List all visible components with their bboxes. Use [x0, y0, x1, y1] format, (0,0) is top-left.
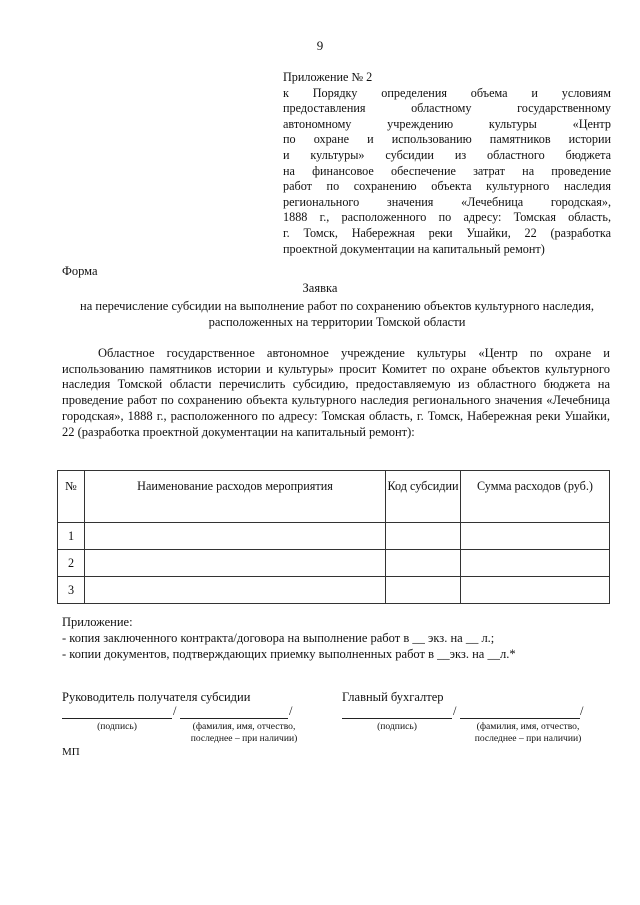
cell-subsidy-code[interactable]	[386, 550, 461, 577]
sign-label: (подпись)	[377, 721, 417, 732]
row-number: 3	[58, 577, 85, 604]
appendix-line: проектной документации на капитальный ремонт)	[283, 241, 545, 256]
slash: /	[453, 704, 457, 718]
appendix-line: на финансовое обеспечение затрат на проведение	[283, 163, 611, 178]
sign-label: (подпись)	[97, 721, 137, 732]
header-number: №	[58, 471, 85, 523]
cell-subsidy-code[interactable]	[386, 577, 461, 604]
appendix-line: предоставления областному государственному	[283, 101, 611, 116]
expenses-table	[57, 470, 610, 604]
attachments-list	[62, 614, 516, 662]
slash: /	[289, 704, 293, 718]
header-subsidy-code: Код субсидии	[386, 471, 461, 523]
table-row	[58, 523, 610, 550]
appendix-line: автономному учреждению культуры «Центр	[283, 116, 611, 131]
cell-expense-name[interactable]	[85, 523, 386, 550]
cell-amount[interactable]	[461, 577, 610, 604]
appendix-line: и культуры» субсидии из областного бюджета	[283, 147, 611, 162]
request-paragraph: Областное государственное автономное учреждение культуры «Центр по охране и использованию памятников истории и культуры» просит Комитет по охране объектов культурного наследия Томской области перечислить субсидию, предоставляемую из областного бюджета на проведение работ по сохранению объекта культурного наследия регионального значения «Лечебница городская», 1888 г., расположенного по адресу: Томская область, г. Томск, Набережная реки Ушайки, 22 (разработка проектной документации на капитальный ремонт):	[62, 346, 610, 439]
form-label: Форма	[62, 264, 98, 278]
appendix-line: работ по сохранению объекта культурного наследия	[283, 179, 611, 194]
accountant-signature-line[interactable]	[342, 718, 452, 719]
cell-expense-name[interactable]	[85, 577, 386, 604]
name-label: (фамилия, имя, отчество, последнее – при наличии)	[474, 721, 582, 744]
stamp-placeholder: МП	[62, 746, 80, 758]
attachment-item: - копии документов, подтверждающих приемку выполненных работ в __экз. на __л.*	[62, 647, 516, 661]
accountant-name-line[interactable]	[460, 718, 580, 719]
slash: /	[173, 704, 177, 718]
head-name-line[interactable]	[180, 718, 288, 719]
appendix-line: Приложение № 2	[283, 70, 373, 84]
appendix-line: регионального значения «Лечебница городская»,	[283, 194, 611, 209]
head-signature-title: Руководитель получателя субсидии	[62, 690, 251, 704]
document-subtitle: на перечисление субсидии на выполнение работ по сохранению объектов культурного наследия, расположенных на территории Томской области	[80, 299, 594, 329]
appendix-header	[283, 70, 611, 257]
page-number: 9	[316, 38, 324, 53]
attachments-title: Приложение:	[62, 615, 133, 629]
header-amount: Сумма расходов (руб.)	[461, 471, 610, 523]
head-signature-line[interactable]	[62, 718, 172, 719]
cell-amount[interactable]	[461, 523, 610, 550]
table-row	[58, 550, 610, 577]
appendix-line: к Порядку определения объема и условиям	[283, 85, 611, 100]
table-row	[58, 577, 610, 604]
cell-amount[interactable]	[461, 550, 610, 577]
table-header-row	[58, 471, 610, 523]
appendix-line: г. Томск, Набережная реки Ушайки, 22 (разработка	[283, 225, 611, 240]
row-number: 1	[58, 523, 85, 550]
appendix-line: 1888 г., расположенного по адресу: Томская область,	[283, 210, 611, 225]
cell-expense-name[interactable]	[85, 550, 386, 577]
appendix-line: по охране и использованию памятников истории	[283, 132, 611, 147]
row-number: 2	[58, 550, 85, 577]
document-title: Заявка	[302, 281, 338, 295]
name-label: (фамилия, имя, отчество, последнее – при наличии)	[190, 721, 298, 744]
attachment-item: - копия заключенного контракта/договора на выполнение работ в __ экз. на __ л.;	[62, 631, 495, 645]
header-expense-name: Наименование расходов мероприятия	[85, 471, 386, 523]
accountant-signature-title: Главный бухгалтер	[342, 690, 444, 704]
cell-subsidy-code[interactable]	[386, 523, 461, 550]
slash: /	[580, 704, 584, 718]
